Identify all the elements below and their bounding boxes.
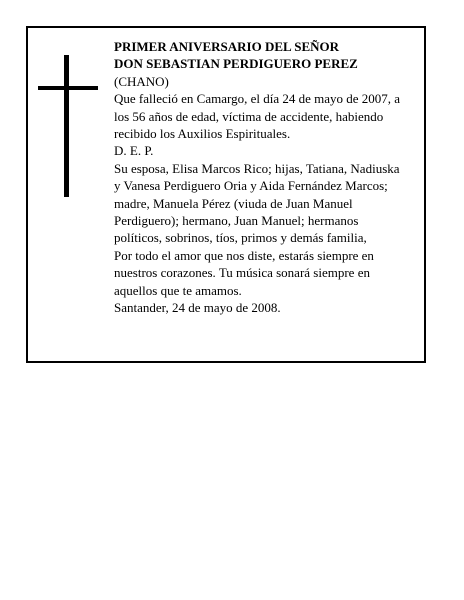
- cross-vertical-bar: [64, 55, 69, 197]
- family-line-1: Su esposa, Elisa Marcos Rico; hijas, Tatiana, Nadiuska: [114, 160, 400, 176]
- family-line-4: Perdiguero); hermano, Juan Manuel; hermanos: [114, 213, 359, 229]
- nickname-line: (CHANO): [114, 73, 169, 89]
- dedication-line-2: nuestros corazones. Tu música sonará siempre en: [114, 265, 370, 281]
- dedication-line-3: aquellos que te amamos.: [114, 282, 242, 298]
- death-details-line-2: los 56 años de edad, víctima de accidente, habiendo: [114, 108, 384, 124]
- family-line-3: madre, Manuela Pérez (viuda de Juan Manuel: [114, 195, 353, 211]
- death-details-line-1: Que falleció en Camargo, el día 24 de mayo de 2007, a: [114, 91, 401, 107]
- death-details-line-3: recibido los Auxilios Espirituales.: [114, 126, 291, 142]
- obituary-text: [114, 38, 419, 317]
- cross-horizontal-bar: [38, 86, 98, 90]
- latin-cross-icon: [38, 55, 98, 197]
- rip-line: D. E. P.: [114, 143, 154, 159]
- family-line-5: políticos, sobrinos, tíos, primos y demás familia,: [114, 230, 367, 246]
- notice-heading-line-1: PRIMER ANIVERSARIO DEL SEÑOR: [114, 39, 340, 54]
- place-date-line: Santander, 24 de mayo de 2008.: [114, 300, 281, 316]
- notice-heading-line-2: DON SEBASTIAN PERDIGUERO PEREZ: [114, 56, 358, 72]
- dedication-line-1: Por todo el amor que nos diste, estarás siempre en: [114, 247, 374, 263]
- family-line-2: y Vanesa Perdiguero Oria y Aida Fernández Marcos;: [114, 178, 388, 194]
